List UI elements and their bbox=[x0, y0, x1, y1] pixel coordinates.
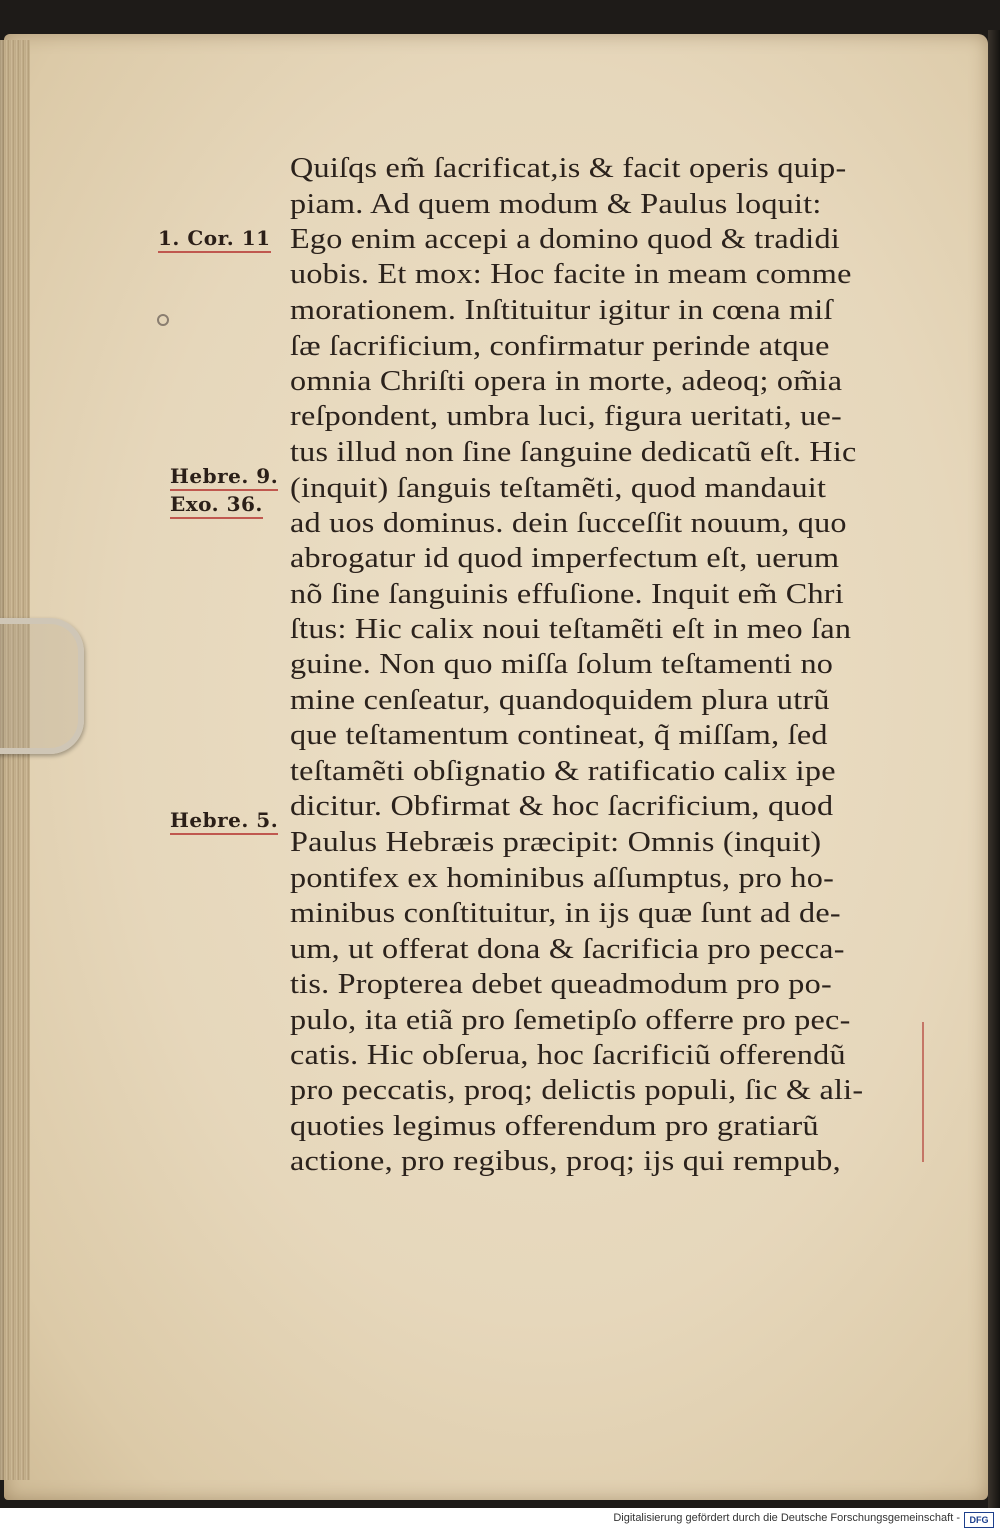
text-line: Quiſqs em̃ ſacrificat,is & facit operis quip- bbox=[290, 153, 847, 184]
text-line: morationem. Inſtituitur igitur in cœna miſ bbox=[290, 295, 833, 326]
footer-credit: Digitalisierung gefördert durch die Deutsche Forschungsgemeinschaft - bbox=[613, 1512, 960, 1524]
text-line: quoties legimus offerendum pro gratiarũ bbox=[290, 1111, 819, 1142]
text-line: pro peccatis, proq; delictis populi, ſic & ali- bbox=[290, 1075, 864, 1106]
margin-note-hebre5: Hebre. 5. bbox=[170, 808, 278, 835]
text-line: dicitur. Obfirmat & hoc ſacrificium, quod bbox=[290, 791, 834, 822]
text-line: piam. Ad quem modum & Paulus loquit: bbox=[290, 189, 822, 220]
text-line: mine cenſeatur, quandoquidem plura utrũ bbox=[290, 685, 830, 716]
text-line: um, ut offerat dona & ſacrificia pro pecca- bbox=[290, 934, 845, 965]
binding-edge bbox=[988, 30, 1000, 1508]
text-line: ad uos dominus. dein ſucceſſit nouum, quo bbox=[290, 508, 847, 539]
margin-note-exo36: Exo. 36. bbox=[170, 492, 263, 519]
text-line: Ego enim accepi a domino quod & tradidi bbox=[290, 224, 840, 255]
text-line: guine. Non quo miſſa ſolum teſtamenti no bbox=[290, 649, 834, 680]
text-line: teſtamẽti obſignatio & ratificatio calix ipe bbox=[290, 756, 836, 787]
text-line: pulo, ita etiã pro ſemetipſo offerre pro pec- bbox=[290, 1005, 851, 1036]
margin-note-hebre9: Hebre. 9. bbox=[170, 464, 278, 491]
text-line: pontifex ex hominibus aſſumptus, pro ho- bbox=[290, 863, 835, 894]
text-line: tis. Propterea debet queadmodum pro po- bbox=[290, 969, 832, 1000]
margin-note-1cor: 1. Cor. 11 bbox=[158, 226, 271, 253]
text-line: ſæ ſacrificium, confirmatur perinde atque bbox=[290, 331, 830, 362]
ink-mark bbox=[157, 314, 169, 326]
text-line: abrogatur id quod imperfectum eſt, uerum bbox=[290, 543, 840, 574]
dfg-logo: DFG bbox=[964, 1512, 994, 1528]
book-clasp bbox=[0, 618, 84, 754]
text-line: reſpondent, umbra luci, figura ueritati, ue- bbox=[290, 401, 842, 432]
text-line: tus illud non ſine ſanguine dedicatũ eſt. Hic bbox=[290, 437, 857, 468]
text-line: omnia Chriſti opera in morte, adeoq; om̃ia bbox=[290, 366, 843, 397]
page-edges bbox=[0, 40, 30, 1480]
text-line: minibus conſtituitur, in ijs quæ ſunt ad de- bbox=[290, 898, 841, 929]
text-line: actione, pro regibus, proq; ijs qui rempub, bbox=[290, 1146, 841, 1177]
text-line: ſtus: Hic calix noui teſtamẽti eſt in meo ſan bbox=[290, 614, 852, 645]
red-margin-rule bbox=[922, 1022, 924, 1162]
text-line: uobis. Et mox: Hoc facite in meam comme bbox=[290, 259, 852, 290]
text-line: nõ ſine ſanguinis effuſione. Inquit em̃ Chri bbox=[290, 579, 844, 610]
text-line: que teſtamentum contineat, q̃ miſſam, ſed bbox=[290, 720, 828, 751]
text-line: (inquit) ſanguis teſtamẽti, quod mandauit bbox=[290, 473, 827, 504]
text-line: catis. Hic obſerua, hoc ſacrificiũ offerendũ bbox=[290, 1040, 846, 1071]
text-line: Paulus Hebræis præcipit: Omnis (inquit) bbox=[290, 827, 822, 858]
footer-bar bbox=[0, 1508, 1000, 1531]
